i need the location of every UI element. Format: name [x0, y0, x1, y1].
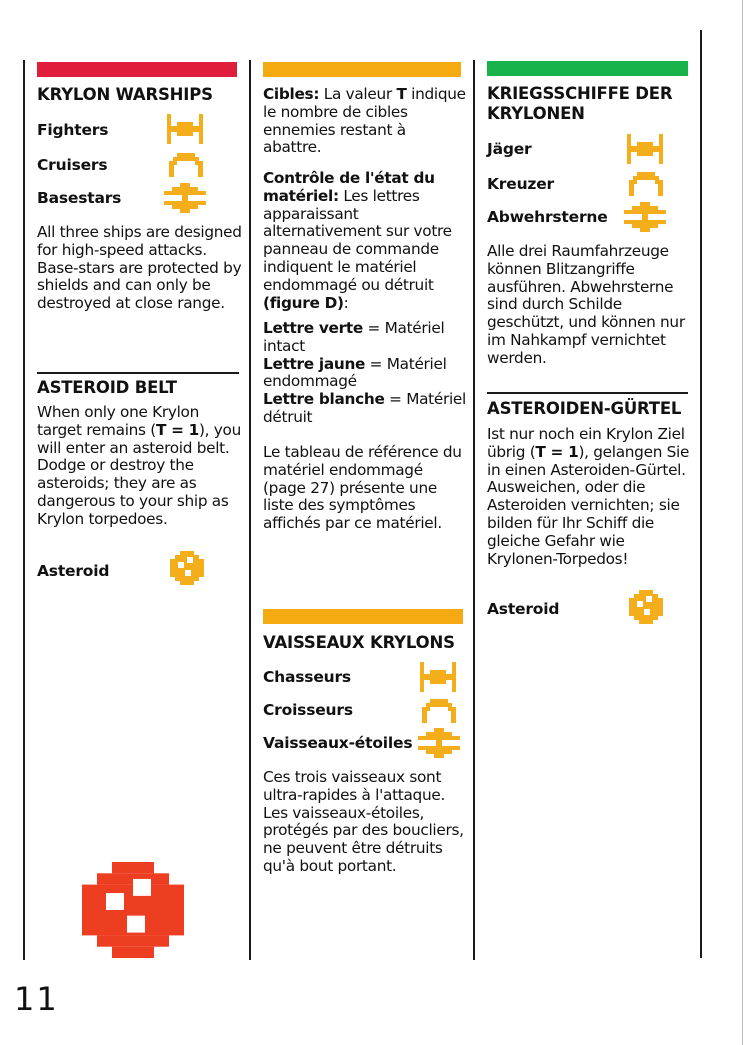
fighter-icon [167, 114, 203, 144]
asteroid-label-en: Asteroid [37, 562, 110, 580]
ship-label-abwehrsterne: Abwehrsterne [487, 208, 608, 226]
basestar-icon [164, 183, 206, 213]
red-color-bar [37, 62, 237, 77]
belt-desc-part1: When only one Krylon target remains ( [37, 403, 200, 439]
controle-term: Contrôle de l'état du matériel: [263, 169, 435, 205]
target-value: T = 1 [535, 442, 579, 461]
letter-white-term: Lettre blanche [263, 390, 385, 409]
column-rule-left [23, 60, 25, 960]
letter-yellow-meaning: Matériel endommagé [263, 354, 447, 391]
letter-legend-item [263, 391, 468, 427]
cruiser-icon [422, 699, 456, 723]
cibles-text-1: La valeur [319, 85, 397, 103]
cibles-text-2: indique le nombre de cibles ennemies restant à abattre. [263, 85, 466, 157]
letter-legend-item [263, 356, 468, 392]
column-rule-middle-right [473, 60, 475, 960]
letter-white-meaning: Matériel détruit [263, 390, 466, 426]
orange-color-bar [263, 62, 461, 77]
asteroid-belt-description-de [487, 426, 695, 568]
warships-title-fr: VAISSEAUX KRYLONS [263, 633, 455, 652]
section-divider-de [487, 392, 688, 394]
green-color-bar [487, 61, 688, 76]
controle-text: Les lettres apparaissant alternativement sur votre panneau de commande indiquent le matériel endommagé ou détruit [263, 186, 452, 294]
letter-green-term: Lettre verte [263, 319, 363, 337]
ship-label-kreuzer: Kreuzer [487, 175, 554, 193]
belt-desc-part2: ), gelangen Sie in einen Asteroiden-Gürtel. Ausweichen, oder die Asteroiden vernichten; sie bilden für Ihr Schiff die gleiche Gefahr wie Krylonen-Torpedos! [487, 442, 690, 568]
asteroid-belt-title-en: ASTEROID BELT [37, 378, 177, 397]
asteroid-label-de: Asteroid [487, 600, 560, 618]
controle-figure-ref: (figure D) [263, 293, 344, 312]
column-rule-middle-left [249, 60, 251, 960]
ship-label-fighters: Fighters [37, 121, 109, 139]
letter-green-meaning: Matériel intact [263, 319, 445, 355]
section-divider-en [37, 372, 239, 374]
letter-legend [263, 320, 468, 427]
letter-legend-item [263, 320, 468, 356]
warships-title-de: KRIEGSSCHIFFE DER KRYLONEN [487, 84, 673, 123]
belt-desc-part1: Ist nur noch ein Krylon Ziel übrig ( [487, 425, 685, 461]
ship-label-vaisseaux-etoiles: Vaisseaux-étoiles [263, 734, 413, 752]
ship-label-jaeger: Jäger [487, 140, 532, 158]
fighter-icon [627, 134, 663, 164]
asteroid-belt-description-en [37, 404, 242, 529]
equals: = [384, 390, 407, 409]
asteroid-icon [170, 551, 204, 585]
page-edge [742, 0, 743, 1045]
reference-paragraph: Le tableau de référence du matériel endommagé (page 27) présente une liste des symptômes affichés par ce matériel. [263, 443, 462, 533]
large-asteroid-graphic [82, 862, 184, 958]
asteroid-icon [629, 590, 663, 624]
ship-label-basestars: Basestars [37, 189, 122, 207]
column-rule-right [700, 30, 702, 958]
cibles-paragraph [263, 86, 468, 157]
cruiser-icon [169, 153, 203, 177]
controle-paragraph [263, 170, 468, 312]
orange-color-bar-2 [263, 609, 463, 624]
equals: = [362, 319, 385, 337]
target-value: T = 1 [155, 420, 200, 439]
basestar-icon [624, 202, 666, 232]
ship-label-chasseurs: Chasseurs [263, 668, 351, 686]
belt-desc-part2: ), you will enter an asteroid belt. Dodge or destroy the asteroids; they are as dangerous to your ship as Krylon torpedoes. [37, 420, 242, 528]
ships-description-en: All three ships are designed for high-speed attacks. Base-stars are protected by shields and can only be destroyed at close range. [37, 223, 242, 313]
basestar-icon [418, 728, 460, 758]
ship-label-cruisers: Cruisers [37, 156, 108, 174]
controle-end: : [343, 293, 349, 312]
ship-label-croisseurs: Croisseurs [263, 701, 353, 719]
warships-title-en: KRYLON WARSHIPS [37, 85, 213, 104]
letter-yellow-term: Lettre jaune [263, 354, 366, 373]
ships-description-fr: Ces trois vaisseaux sont ultra-rapides à l'attaque. Les vaisseaux-étoiles, protégés par des boucliers, ne peuvent être détruits qu'à bout portant. [263, 768, 464, 875]
cibles-term: Cibles: [263, 85, 320, 103]
page-number: 11 [14, 980, 59, 1018]
equals: = [365, 354, 387, 373]
fighter-icon [420, 662, 456, 692]
cibles-T: T [396, 85, 407, 103]
cruiser-icon [629, 172, 663, 196]
ships-description-de: Alle drei Raumfahrzeuge können Blitzangriffe ausführen. Abwehrsterne sind durch Schilde geschützt, und können nur im Nahkampf vernichtet werden. [487, 242, 685, 367]
asteroid-belt-title-de: ASTEROIDEN-GÜRTEL [487, 399, 682, 418]
